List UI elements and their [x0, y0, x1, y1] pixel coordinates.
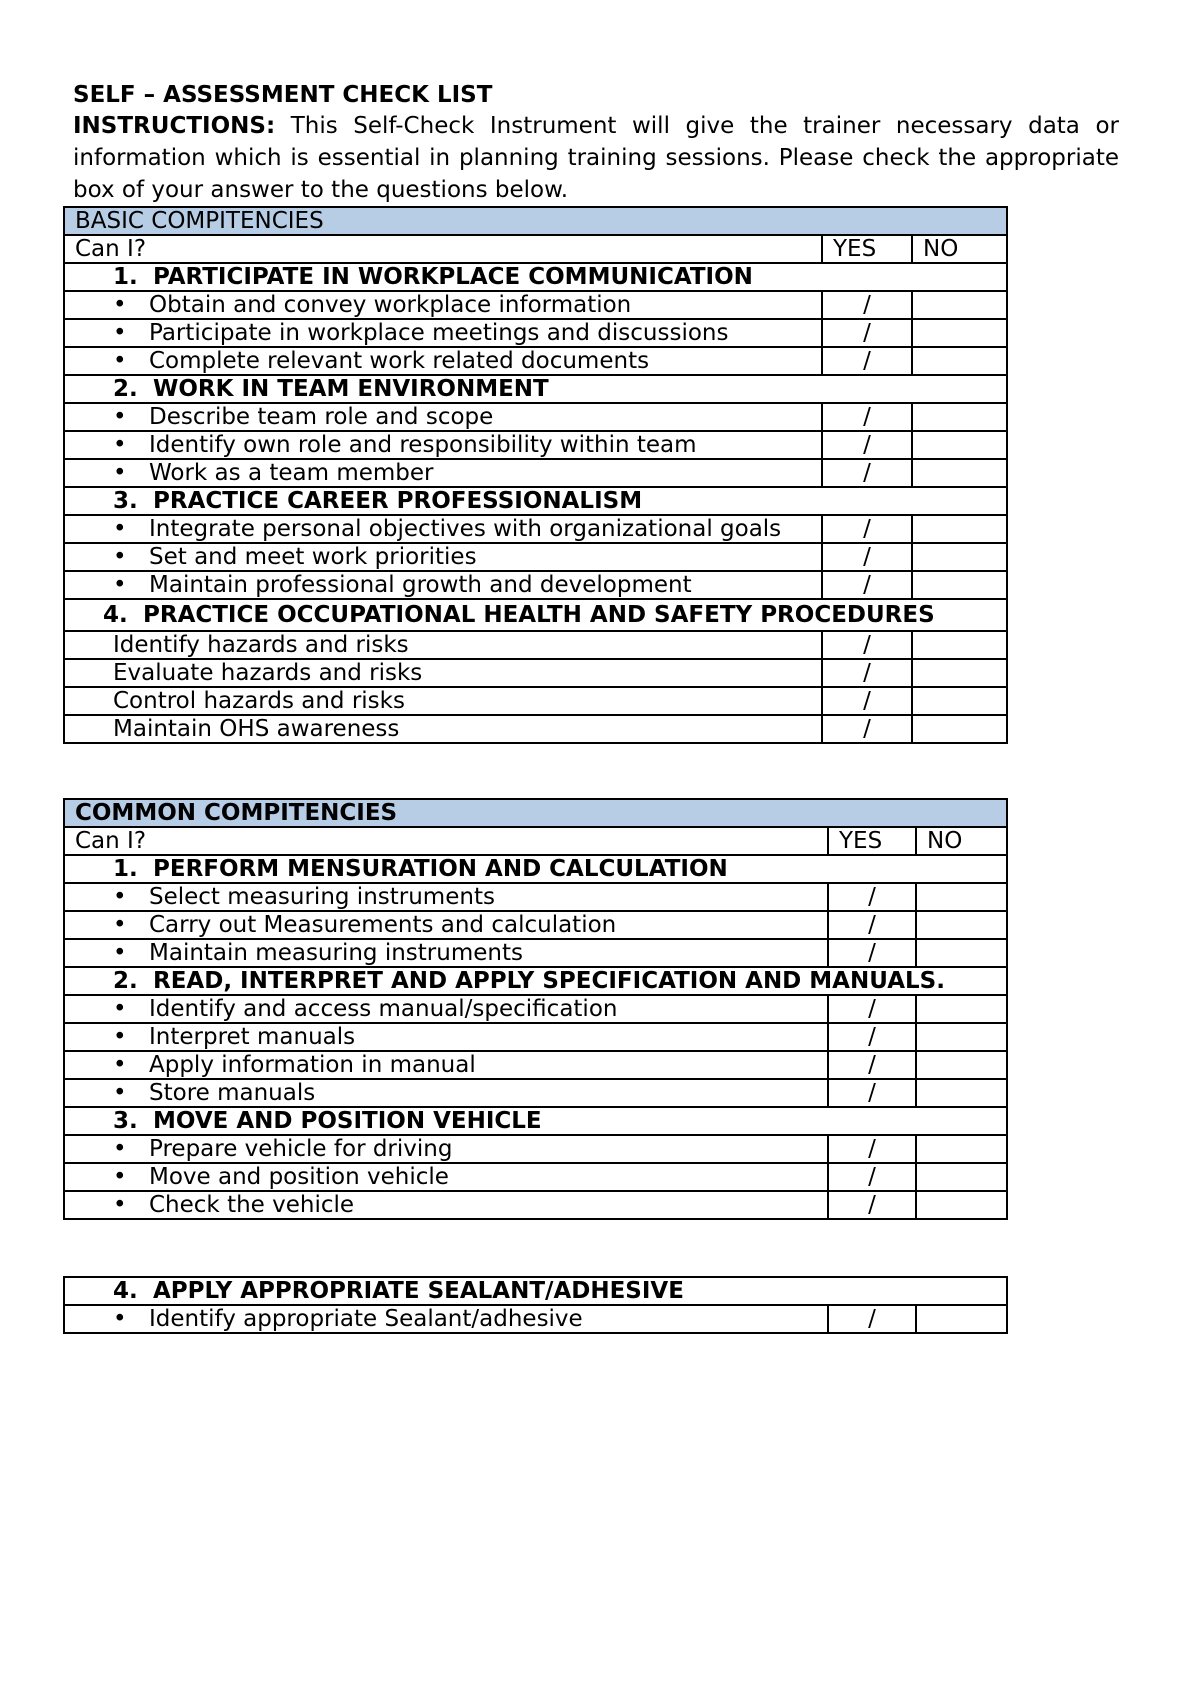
table-row [64, 515, 1007, 543]
yes-check[interactable]: / [828, 1191, 916, 1219]
no-header: NO [912, 235, 1007, 263]
no-check[interactable] [912, 659, 1007, 687]
yes-check[interactable]: / [822, 571, 912, 599]
yes-check[interactable]: / [822, 515, 912, 543]
section-row [64, 487, 1007, 515]
yes-header: YES [828, 827, 916, 855]
section-title: 3. PRACTICE CAREER PROFESSIONALISM [64, 487, 1007, 515]
item-label: • Apply information in manual [64, 1051, 828, 1079]
sealant-table [63, 1276, 1008, 1334]
no-check[interactable] [916, 911, 1007, 939]
table-row [64, 291, 1007, 319]
section-title: 1. PERFORM MENSURATION AND CALCULATION [64, 855, 1007, 883]
table-row [64, 995, 1007, 1023]
document [73, 80, 1119, 1334]
section-title: 2. WORK IN TEAM ENVIRONMENT [64, 375, 1007, 403]
table-row [64, 911, 1007, 939]
no-check[interactable] [912, 403, 1007, 431]
basic-competencies-table [63, 206, 1008, 744]
item-label: • Prepare vehicle for driving [64, 1135, 828, 1163]
item-label: • Check the vehicle [64, 1191, 828, 1219]
no-check[interactable] [916, 939, 1007, 967]
item-label: • Integrate personal objectives with organizational goals [64, 515, 822, 543]
item-label: • Work as a team member [64, 459, 822, 487]
section-title: 4. APPLY APPROPRIATE SEALANT/ADHESIVE [64, 1277, 1007, 1305]
table-row [64, 403, 1007, 431]
no-check[interactable] [916, 1051, 1007, 1079]
item-label: • Complete relevant work related documents [64, 347, 822, 375]
no-check[interactable] [916, 1023, 1007, 1051]
yes-check[interactable]: / [822, 659, 912, 687]
no-check[interactable] [912, 347, 1007, 375]
no-check[interactable] [916, 883, 1007, 911]
yes-check[interactable]: / [828, 939, 916, 967]
section-title: 1. PARTICIPATE IN WORKPLACE COMMUNICATION [64, 263, 1007, 291]
yes-check[interactable]: / [828, 911, 916, 939]
no-check[interactable] [912, 291, 1007, 319]
item-label: • Identify appropriate Sealant/adhesive [64, 1305, 828, 1333]
no-check[interactable] [912, 515, 1007, 543]
yes-check[interactable]: / [828, 1305, 916, 1333]
item-label: Maintain OHS awareness [64, 715, 822, 743]
table-row [64, 1191, 1007, 1219]
yes-check[interactable]: / [822, 319, 912, 347]
no-check[interactable] [916, 1163, 1007, 1191]
item-label: • Interpret manuals [64, 1023, 828, 1051]
instructions-label: INSTRUCTIONS: [73, 113, 276, 139]
yes-check[interactable]: / [828, 883, 916, 911]
table-row [64, 571, 1007, 599]
no-check[interactable] [912, 431, 1007, 459]
item-label: • Describe team role and scope [64, 403, 822, 431]
item-label: • Move and position vehicle [64, 1163, 828, 1191]
table-row [64, 459, 1007, 487]
can-i-header: Can I? [64, 827, 828, 855]
table-row [64, 431, 1007, 459]
basic-header: BASIC COMPITENCIES [64, 207, 1007, 235]
item-label: • Participate in workplace meetings and discussions [64, 319, 822, 347]
common-header: COMMON COMPITENCIES [64, 799, 1007, 827]
no-check[interactable] [916, 1191, 1007, 1219]
yes-check[interactable]: / [822, 715, 912, 743]
item-label: • Maintain measuring instruments [64, 939, 828, 967]
yes-check[interactable]: / [828, 1051, 916, 1079]
item-label: • Obtain and convey workplace information [64, 291, 822, 319]
item-label: • Store manuals [64, 1079, 828, 1107]
yes-check[interactable]: / [822, 631, 912, 659]
item-label: Identify hazards and risks [64, 631, 822, 659]
item-label: • Identify and access manual/specification [64, 995, 828, 1023]
no-check[interactable] [912, 715, 1007, 743]
table-row [64, 659, 1007, 687]
instructions [73, 110, 1119, 206]
yes-check[interactable]: / [822, 291, 912, 319]
no-check[interactable] [916, 995, 1007, 1023]
column-header-row [64, 235, 1007, 263]
yes-header: YES [822, 235, 912, 263]
yes-check[interactable]: / [822, 459, 912, 487]
section-row [64, 1107, 1007, 1135]
table-row [64, 1135, 1007, 1163]
yes-check[interactable]: / [828, 1135, 916, 1163]
no-check[interactable] [916, 1305, 1007, 1333]
table-row [64, 687, 1007, 715]
table-row [64, 1163, 1007, 1191]
table-row [64, 543, 1007, 571]
section-row [64, 263, 1007, 291]
yes-check[interactable]: / [822, 431, 912, 459]
section-row [64, 855, 1007, 883]
section-title: 4. PRACTICE OCCUPATIONAL HEALTH AND SAFETY PROCEDURES [64, 599, 1007, 631]
yes-check[interactable]: / [822, 687, 912, 715]
yes-check[interactable]: / [828, 1079, 916, 1107]
section-title: 3. MOVE AND POSITION VEHICLE [64, 1107, 1007, 1135]
yes-check[interactable]: / [828, 1163, 916, 1191]
table-row [64, 715, 1007, 743]
table-row [64, 1051, 1007, 1079]
item-label: Control hazards and risks [64, 687, 822, 715]
no-header: NO [916, 827, 1007, 855]
no-check[interactable] [912, 687, 1007, 715]
common-header-row [64, 799, 1007, 827]
no-check[interactable] [912, 543, 1007, 571]
yes-check[interactable]: / [822, 543, 912, 571]
table-row [64, 1305, 1007, 1333]
page-title: SELF – ASSESSMENT CHECK LIST [73, 82, 493, 108]
instructions-text: This Self-Check Instrument will give the trainer necessary data or information which is essential in planning training sessions. Please check the appropriate box of your answer to the questions below. [73, 113, 1119, 203]
table-row [64, 1023, 1007, 1051]
table-row [64, 319, 1007, 347]
can-i-header: Can I? [64, 235, 822, 263]
section-row [64, 599, 1007, 631]
table-row [64, 939, 1007, 967]
no-check[interactable] [916, 1079, 1007, 1107]
table-row [64, 347, 1007, 375]
no-check[interactable] [912, 571, 1007, 599]
no-check[interactable] [912, 631, 1007, 659]
item-label: • Set and meet work priorities [64, 543, 822, 571]
no-check[interactable] [912, 459, 1007, 487]
section-row [64, 375, 1007, 403]
basic-header-row [64, 207, 1007, 235]
item-label: • Maintain professional growth and development [64, 571, 822, 599]
item-label: Evaluate hazards and risks [64, 659, 822, 687]
yes-check[interactable]: / [828, 1023, 916, 1051]
item-label: • Select measuring instruments [64, 883, 828, 911]
section-title: 2. READ, INTERPRET AND APPLY SPECIFICATION AND MANUALS. [64, 967, 1007, 995]
column-header-row [64, 827, 1007, 855]
section-row [64, 1277, 1007, 1305]
item-label: • Carry out Measurements and calculation [64, 911, 828, 939]
yes-check[interactable]: / [828, 995, 916, 1023]
table-row [64, 883, 1007, 911]
table-row [64, 631, 1007, 659]
no-check[interactable] [912, 319, 1007, 347]
yes-check[interactable]: / [822, 403, 912, 431]
common-competencies-table [63, 798, 1008, 1220]
no-check[interactable] [916, 1135, 1007, 1163]
section-row [64, 967, 1007, 995]
table-row [64, 1079, 1007, 1107]
yes-check[interactable]: / [822, 347, 912, 375]
item-label: • Identify own role and responsibility within team [64, 431, 822, 459]
